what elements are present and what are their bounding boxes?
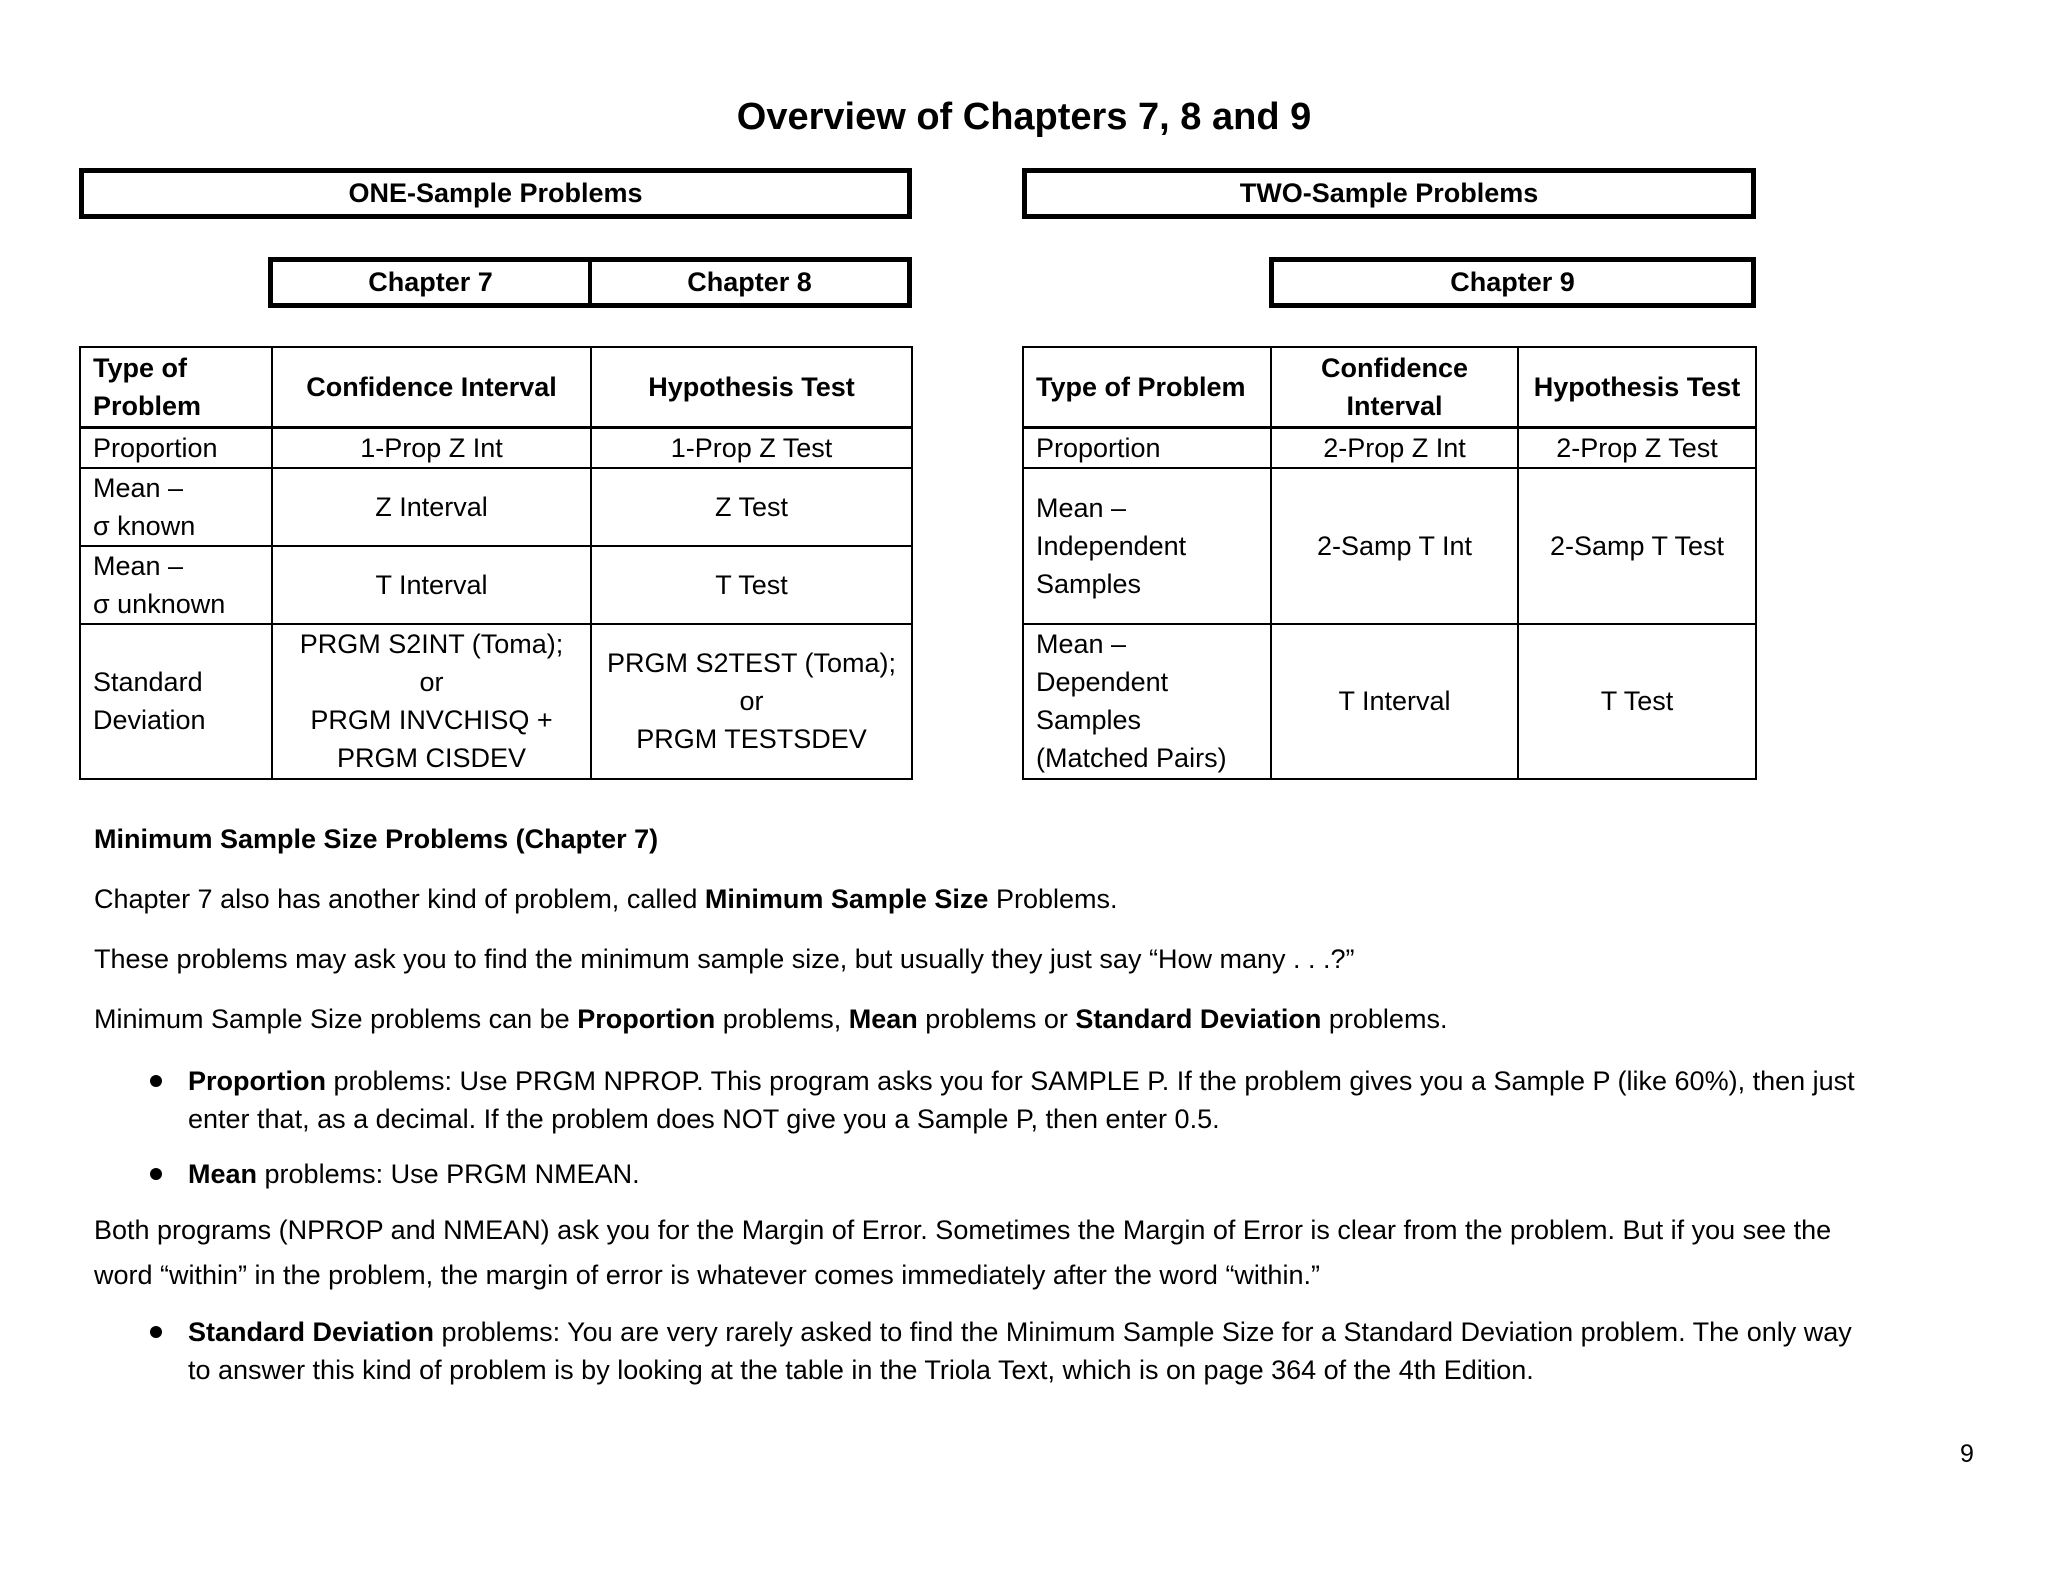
table-row bbox=[80, 624, 912, 779]
row-ci: T Interval bbox=[272, 546, 591, 624]
chapter-8-label: Chapter 8 bbox=[588, 262, 907, 303]
row-type: Mean – σ known bbox=[80, 468, 272, 546]
two-sample-table bbox=[1022, 346, 1757, 780]
col-header-ci: Confidence Interval bbox=[1271, 347, 1518, 427]
bullet-proportion: Proportion problems: Use PRGM NPROP. This program asks you for SAMPLE P. If the problem gives you a Sample P (like 60%), then just enter that, as a decimal. If the problem does NOT give you a Sample P, then enter 0.5. bbox=[188, 1066, 1855, 1134]
col-header-type: Type of Problem bbox=[80, 347, 272, 427]
section-heading: Minimum Sample Size Problems (Chapter 7) bbox=[94, 824, 659, 854]
row-ci: 2-Prop Z Int bbox=[1271, 427, 1518, 468]
col-header-ht: Hypothesis Test bbox=[591, 347, 912, 427]
row-ht: T Test bbox=[591, 546, 912, 624]
col-header-ht: Hypothesis Test bbox=[1518, 347, 1756, 427]
row-ht: PRGM S2TEST (Toma); or PRGM TESTSDEV bbox=[591, 624, 912, 779]
table-row bbox=[1023, 624, 1756, 779]
table-row bbox=[80, 427, 912, 468]
page-number: 9 bbox=[1960, 1440, 1974, 1468]
bullet-mean: Mean problems: Use PRGM NMEAN. bbox=[188, 1159, 640, 1189]
table-row bbox=[80, 546, 912, 624]
row-type: Mean – σ unknown bbox=[80, 546, 272, 624]
row-type: Standard Deviation bbox=[80, 624, 272, 779]
col-header-type: Type of Problem bbox=[1023, 347, 1271, 427]
row-ht: 2-Prop Z Test bbox=[1518, 427, 1756, 468]
bullet-standard-deviation: Standard Deviation problems: You are very rarely asked to find the Minimum Sample Size for a Standard Deviation problem. The only way to answer this kind of problem is by looking at the table in the Triola Text, which is on page 364 of the 4th Edition. bbox=[188, 1317, 1852, 1385]
row-ht: Z Test bbox=[591, 468, 912, 546]
row-ci: 2-Samp T Int bbox=[1271, 468, 1518, 624]
paragraph-4: Both programs (NPROP and NMEAN) ask you for the Margin of Error. Sometimes the Margin of Error is clear from the problem. But if you see the word “within” in the problem, the margin of error is whatever comes immediately after the word “within.” bbox=[94, 1215, 1832, 1290]
chapter-7-label: Chapter 7 bbox=[368, 267, 493, 297]
chapter-9-label: Chapter 9 bbox=[1450, 267, 1575, 297]
row-ht: T Test bbox=[1518, 624, 1756, 779]
chapter-9-header bbox=[1269, 257, 1756, 308]
bullet-icon bbox=[150, 1168, 162, 1180]
paragraph-3: Minimum Sample Size problems can be Proportion problems, Mean problems or Standard Deviation problems. bbox=[94, 1004, 1448, 1034]
col-header-ci: Confidence Interval bbox=[272, 347, 591, 427]
paragraph-1: Chapter 7 also has another kind of problem, called Minimum Sample Size Problems. bbox=[94, 884, 1118, 914]
bullet-icon bbox=[150, 1326, 162, 1338]
one-sample-header: ONE-Sample Problems bbox=[79, 168, 912, 219]
row-ht: 1-Prop Z Test bbox=[591, 427, 912, 468]
page-title: Overview of Chapters 7, 8 and 9 bbox=[736, 96, 1312, 138]
row-ci: PRGM S2INT (Toma); or PRGM INVCHISQ + PRGM CISDEV bbox=[272, 624, 591, 779]
one-sample-table bbox=[79, 346, 913, 780]
row-ht: 2-Samp T Test bbox=[1518, 468, 1756, 624]
chapter-7-8-header bbox=[268, 257, 912, 308]
paragraph-2: These problems may ask you to find the minimum sample size, but usually they just say “How many . . .?” bbox=[94, 944, 1355, 974]
row-type: Mean – Independent Samples bbox=[1023, 468, 1271, 624]
bullet-icon bbox=[150, 1075, 162, 1087]
row-ci: T Interval bbox=[1271, 624, 1518, 779]
table-row bbox=[1023, 427, 1756, 468]
table-row bbox=[80, 468, 912, 546]
row-ci: Z Interval bbox=[272, 468, 591, 546]
row-type: Proportion bbox=[1023, 427, 1271, 468]
row-type: Mean – Dependent Samples (Matched Pairs) bbox=[1023, 624, 1271, 779]
row-ci: 1-Prop Z Int bbox=[272, 427, 591, 468]
table-row bbox=[1023, 468, 1756, 624]
two-sample-header: TWO-Sample Problems bbox=[1022, 168, 1756, 219]
row-type: Proportion bbox=[80, 427, 272, 468]
